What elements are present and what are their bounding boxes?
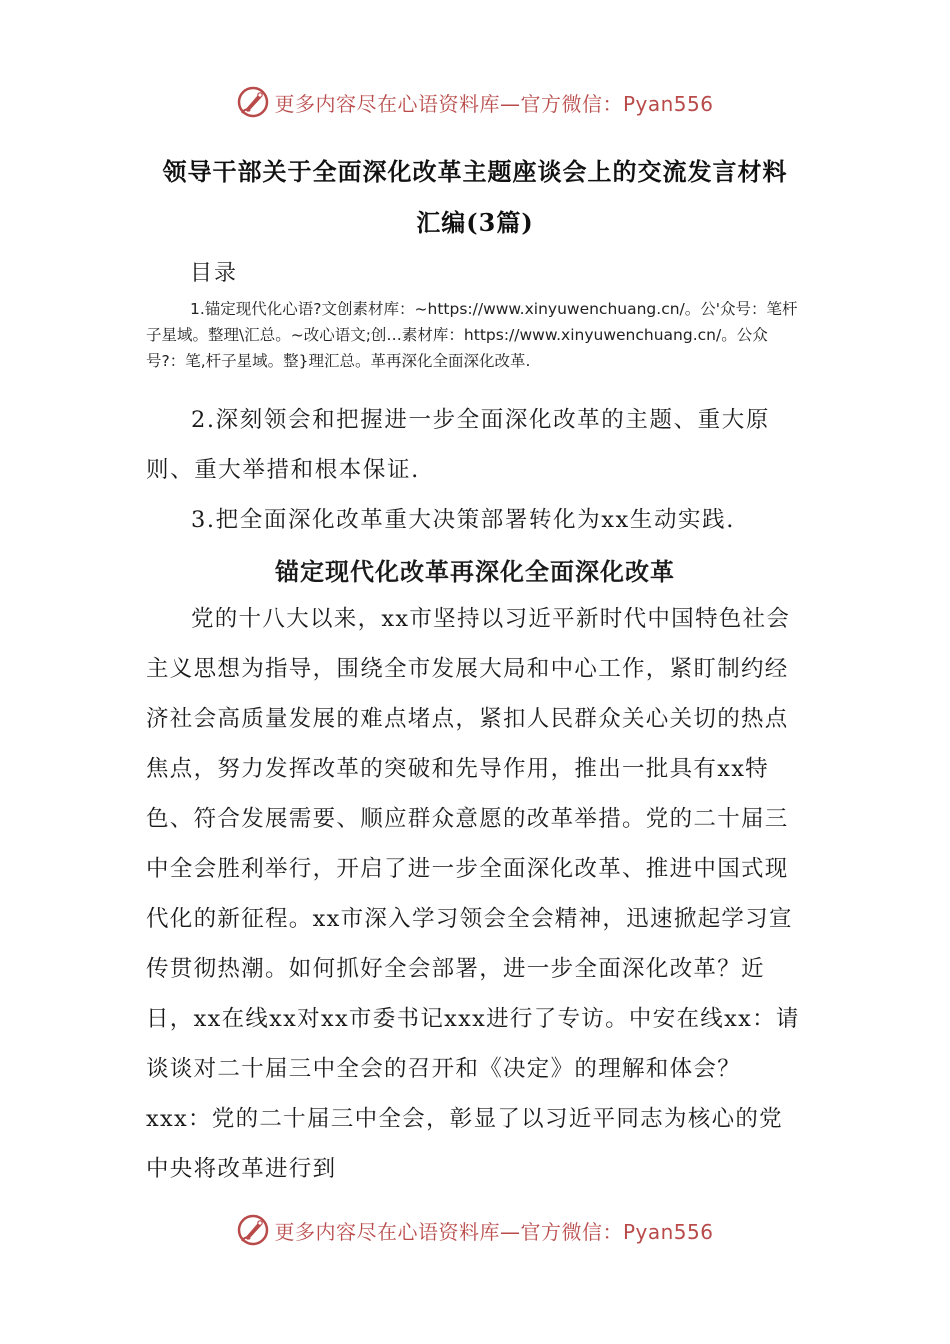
document-title-line-1: 领导干部关于全面深化改革主题座谈会上的交流发言材料 [162, 157, 788, 186]
header-watermark-banner [0, 82, 950, 122]
document-title-line-2: 汇编(3篇) [416, 208, 534, 237]
section-heading: 锚定现代化改革再深化全面深化改革 [275, 557, 675, 586]
watermark-text: 更多内容尽在心语资料库—官方微信：Pyan556 [274, 91, 714, 116]
toc-item-1: 1.锚定现代化心语?文创素材库：~https://www.xinyuwenchuang.cn/。公'众号：笔杆子星域。整理\汇总。~改心语文;创…素材库：https://www.xinyuwenchuang.cn/。公众号?：笔,杆子星域。整}理汇总。革再深化全面深化改革. [146, 300, 798, 370]
toc-item-2: 2.深刻领会和把握进一步全面深化改革的主题、重大原则、重大举措和根本保证. [146, 407, 770, 483]
toc-item-3: 3.把全面深化改革重大决策部署转化为xx生动实践. [191, 507, 735, 533]
pen-logo-icon [236, 85, 270, 119]
body-paragraph: 党的十八大以来，xx市坚持以习近平新时代中国特色社会主义思想为指导，围绕全市发展大局和中心工作，紧盯制约经济社会高质量发展的难点堵点，紧扣人民群众关心关切的热点焦点，努力发挥改革的突破和先导作用，推出一批具有xx特色、符合发展需要、顺应群众意愿的改革举措。党的二十届三中全会胜利举行，开启了进一步全面深化改革、推进中国式现代化的新征程。xx市深入学习领会全会精神，迅速掀起学习宣传贯彻热潮。如何抓好全会部署，进一步全面深化改革？近日，xx在线xx对xx市委书记xxx进行了专访。中安在线xx：请谈谈对二十届三中全会的召开和《决定》的理解和体会？xxx：党的二十届三中全会，彰显了以习近平同志为核心的党中央将改革进行到 [146, 606, 800, 1182]
pen-logo-icon [236, 1213, 270, 1247]
watermark-text: 更多内容尽在心语资料库—官方微信：Pyan556 [274, 1219, 714, 1244]
toc-heading: 目录 [190, 261, 239, 286]
footer-watermark-banner [0, 1210, 950, 1250]
